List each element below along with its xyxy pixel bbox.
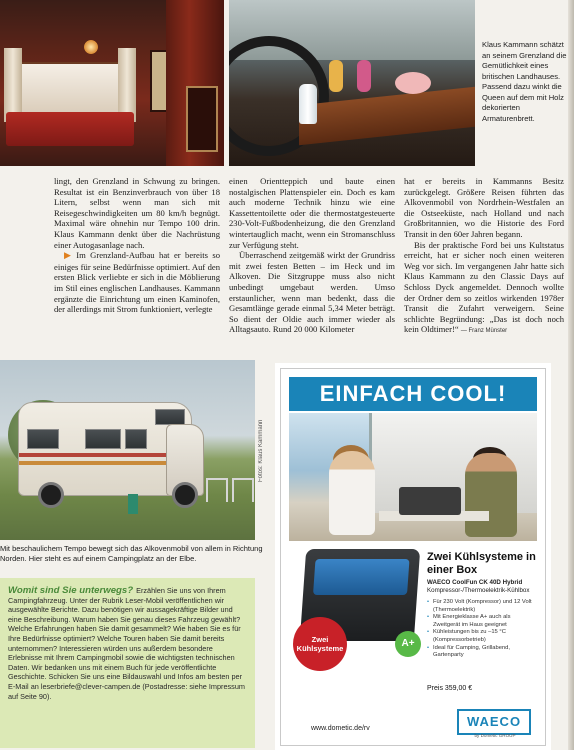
col3-paragraph-2-text: Bis der praktische Ford bei uns Kultstatus erreicht, hat er sicher noch einen weiteren Weg vor sich. Im vergangenen Jahr hatte sich Klaus Kammann zu den Classic Days auf Schloss Dyck angemeldet. Dennoch wollte der Ordner dem so zeitlos wirkenden 1978er Transit die Zufahrt verweigern. Seine schlichte Begründung: „Das ist doch noch kein Oldtimer!“ [404, 239, 564, 335]
ad-headline: Zwei Kühlsysteme in einer Box [427, 551, 536, 576]
feature-item: • Für 230 Volt (Kompressor) und 12 Volt (Thermoelektrik) [427, 599, 539, 614]
door-panel [186, 86, 218, 152]
col2-paragraph-2: Überraschend zeitgemäß wirkt der Grundriss mit zwei festen Betten – im Heck und im Alkoven. Die Sitzgruppe muss also nicht unbedingt umgebaut werden. Umso erstaunlicher, wenn man bedenkt, dass die Gesamtlänge gerade einmal 5,34 Meter beträgt. So dient der Oldie auch immer wieder als Alltagsauto. Rund 20 000 Kilometer [229, 250, 395, 335]
author-line: — Franz Münster [460, 328, 508, 335]
green-bin [128, 494, 138, 514]
energy-class-badge: A+ [395, 631, 421, 657]
col1-paragraph-2-text: Im Grenzland-Aufbau hat er bereits so einiges für seine Bedürfnisse optimiert. Auf den ersten Blick verliebte er sich in die Möblierung im Stil eines englischen Landhauses. Kammann ergänzte die Einrichtung um einen Kaminofen, der allerdings mit Strom funktioniert, verlegte [54, 250, 221, 315]
feature-item: • Kühleistungen bis zu –15 °C (Kompressorbetrieb) [427, 629, 539, 644]
product-subtitle: Kompressor-/Thermoelektrik-Kühlbox [427, 587, 530, 594]
page-edge [568, 0, 574, 750]
author-name: Franz Münster [468, 328, 508, 335]
rear-wheel [38, 482, 64, 508]
bottle [299, 84, 317, 124]
front-wheel [172, 482, 198, 508]
price: Preis 359,00 € [427, 685, 473, 692]
ad-photo [289, 413, 537, 541]
curtain-right [118, 48, 136, 122]
waeco-logo: WAECO [457, 709, 531, 735]
cool-box-small [399, 487, 461, 515]
article-column-1 [54, 176, 220, 315]
ad-url-link[interactable]: www.dometic.de/rv [311, 725, 370, 732]
cool-box-lid [313, 559, 410, 595]
col2-paragraph-1: einen Orientteppich und baute einen nostalgischen Plattenspieler ein. Doch es kam auch moderne Technik hinzu wie eine Kassettentoilette oder die thermostatgesteuerte 230-Volt-Fußbodenheizung, die den Grenzland wintertauglich macht, wenn ein Stromanschluss zur Verfügung steht. [229, 176, 395, 250]
dometic-group-text: by Dometic GROUP [474, 733, 516, 738]
wall-lamp [84, 40, 98, 54]
camper-window-1 [27, 429, 59, 449]
red-bench [6, 112, 134, 146]
ad-product-name [427, 579, 539, 595]
col3-paragraph-2 [404, 240, 564, 337]
alcove-window [155, 409, 185, 425]
curtain-left [4, 48, 22, 122]
feature-item: • Mit Energieklasse A+ auch als Zweitgerät im Haus geeignet [427, 614, 539, 629]
caption-top: Klaus Kammann schätzt an seinem Grenzland die Gemütlichkeit eines britischen Landhauses. Passend dazu winkt die Queen auf dem mit Holz dekorierten Armaturenbrett. [482, 40, 567, 123]
doll-figure [357, 60, 371, 92]
feature-list [427, 599, 539, 660]
infobox-heading: Womit sind Sie unterwegs? [8, 585, 134, 596]
camper-window-3 [125, 429, 147, 449]
two-systems-badge: Zwei Kühlsysteme [293, 617, 347, 671]
triangle-marker-icon: ▶ [64, 251, 74, 262]
col1-paragraph-2 [54, 250, 220, 315]
camping-chair-1 [206, 478, 228, 502]
dashboard-photo [229, 0, 475, 166]
man-figure [465, 453, 517, 537]
camper-window-2 [85, 429, 121, 449]
camper-photo [0, 360, 255, 540]
col3-paragraph-1: hat er bereits in Kammanns Besitz zurückgelegt. Größere Reisen führten das Alkovenmobil von Nordrhein-Westfalen an die Ostseeküste, nach Holland und nach Großbritannien, wo die Historie des Ford Transit in den 60er Jahren begann. [404, 176, 564, 239]
feature-item: • Ideal für Camping, Grillabend, Gartenparty [427, 645, 539, 660]
interior-photo [0, 0, 224, 166]
article-column-3 [404, 176, 564, 337]
queen-figure [329, 60, 343, 92]
interior-window [10, 62, 126, 118]
ad-banner: EINFACH COOL! [289, 377, 537, 411]
caption-camper: Mit beschaulichem Tempo bewegt sich das Alkovenmobil von allem in Richtung Norden. Hier steht es auf einem Campingplatz an der Elbe. [0, 544, 263, 564]
col1-paragraph-1: lingt, den Grenzland in Schwung zu bringen. Resultat ist ein Benzinverbrauch von über 18 Litern, selbst wenn man sich mit Reisegeschwindigkeiten um 80 km/h begnügt. Maximal wäre ohnehin nur Tempo 100 drin. Klaus Kammann denkt über die Nachrüstung einer Autogasanlage nach. [54, 176, 220, 250]
pig-figure [395, 72, 431, 94]
reader-submission-box [0, 578, 255, 748]
infobox-text [8, 586, 246, 701]
woman-figure [329, 451, 375, 535]
article-column-2 [229, 176, 395, 335]
infobox-body: Erzählen Sie uns von Ihrem Campingfahrzeug. Unter der Rubrik Leser-Mobil veröffentlichen wir ausgewählte Berichte. Dazu benötigen wir aussagekräftige Bilder und eine Beschreibung. Warum haben Sie genau dieses Fahrzeug gewählt? Welche Erfahrungen haben Sie damit gesammelt? Wie haben Sie es für Ihre Bedürfnisse optimiert? Welche Touren haben Sie damit bereits unternommen? Interessieren würden uns außerdem besondere Erlebnisse mit Ihrem Campingmobil sowie die wichtigsten technischen Daten. Wir bedanken uns mit einem Buch für jede veröffentlichte Geschichte. Schicken Sie uns eine Bildauswahl und Infos am besten per E-Mail an leserbriefe@clever-campen.de (Postadresse: siehe Impressum auf Seite 90). [8, 586, 245, 701]
product-model: WAECO CoolFun CK 40D Hybrid [427, 579, 523, 586]
photo-credit: Fotos: Klaus Kammann [258, 419, 264, 482]
camping-chair-2 [232, 478, 254, 502]
waeco-advertisement[interactable] [280, 368, 546, 746]
